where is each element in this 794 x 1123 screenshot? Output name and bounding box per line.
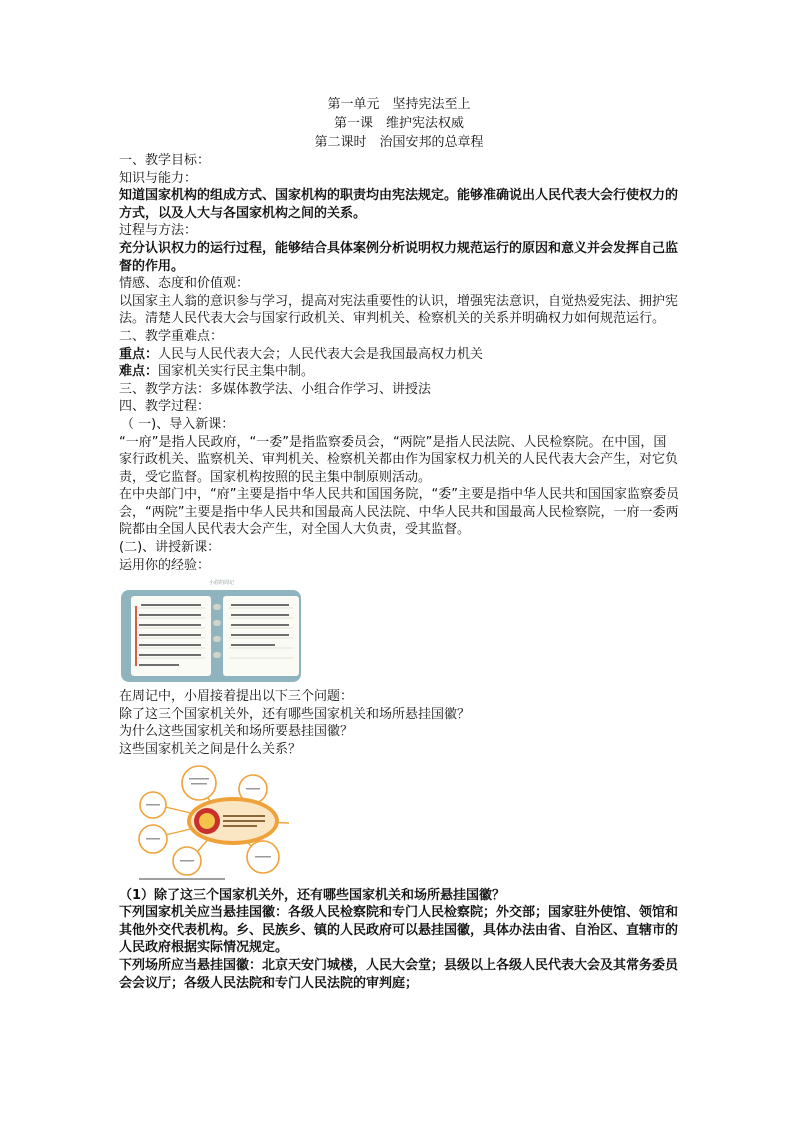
diary-notebook-image [119, 576, 303, 686]
question-1: 除了这三个国家机关外，还有哪些国家机关和场所悬挂国徽？ [119, 706, 471, 722]
diary-illustration [119, 576, 303, 686]
experience-label: 运用你的经验： [119, 557, 211, 573]
intro-heading: （ 一)、导入新课： [121, 416, 235, 432]
answer-title: （1）除了这三个国家机关外，还有哪些国家机关和场所悬挂国徽？ [119, 887, 506, 903]
values-text: 以国家主人翁的意识参与学习，提高对宪法重要性的认识，增强宪法意识，自觉热爱宪法、拥护宪法。清楚人民代表大会与国家行政机关、审判机关、检察机关的关系并明确权力如何规范运行。 [119, 293, 679, 327]
method-label: 过程与方法： [119, 223, 198, 239]
diary-title: 小眉的周记 [209, 580, 235, 587]
answer-paragraph-2: 下列场所应当悬挂国徽：北京天安门城楼，人民大会堂；县级以上各级人民代表大会及其常务委员会会议厅；各级人民法院和专门人民法院的审判庭； [119, 958, 679, 991]
intro-paragraph-2: 在中央部门中，“府”主要是指中华人民共和国国务院，“委”主要是指中华人民共和国国家监察委员会，“两院”主要是指中华人民共和国最高人民法院、中华人民共和国最高人民检察院，一府一委两院都由全国人民代表大会产生，对全国人大负责，受其监督。 [119, 487, 679, 538]
knowledge-label: 知识与能力： [119, 170, 198, 186]
key-point-label: 重点： [119, 346, 159, 362]
period-title: 第二课时 治国安邦的总章程 [314, 135, 484, 150]
question-2: 为什么这些国家机关和场所要悬挂国徽？ [119, 724, 354, 740]
difficult-point-text: 国家机关实行民主集中制。 [158, 364, 315, 380]
intro-paragraph-1: “一府”是指人民政府，“一委”是指监察委员会，“两院”是指人民法院、人民检察院。在中国，国家行政机关、监察机关、审判机关、检察机关都由作为国家权力机关的人民代表大会产生，对它负责，受它监督。国家机构按照的民主集中制原则活动。 [119, 434, 679, 485]
emblem-mindmap-image [129, 763, 315, 883]
difficult-point-label: 难点： [119, 364, 159, 380]
values-label: 情感、态度和价值观： [119, 276, 250, 292]
method-text: 充分认识权力的运行过程，能够结合具体案例分析说明权力规范运行的原因和意义并会发挥自己监督的作用。 [119, 240, 679, 274]
lesson-title: 第一课 维护宪法权威 [333, 116, 464, 131]
key-point [119, 346, 679, 364]
unit-title: 第一单元 坚持宪法至上 [327, 97, 471, 112]
question-3: 这些国家机关之间是什么关系？ [119, 742, 302, 758]
knowledge-text: 知道国家机构的组成方式、国家机构的职责均由宪法规定。能够准确说出人民代表大会行使权力的方式，以及人大与各国家机构之间的关系。 [119, 188, 679, 221]
emblem-mindmap-illustration [129, 763, 315, 883]
answer-paragraph-1: 下列国家机关应当悬挂国徽：各级人民检察院和专门人民检察院；外交部；国家驻外使馆、领馆和其他外交代表机构。乡、民族乡、镇的人民政府可以悬挂国徽，具体办法由省、自治区、直辖市的人民政府根据实际情况规定。 [119, 905, 679, 956]
question-intro: 在周记中，小眉接着提出以下三个问题： [119, 689, 354, 705]
teach-heading: (二)、讲授新课： [119, 540, 221, 556]
section-objectives-heading: 一、教学目标： [119, 153, 211, 168]
key-point-text: 人民与人民代表大会；人民代表大会是我国最高权力机关 [158, 346, 484, 362]
section-keypoints-heading: 二、教学重难点： [119, 328, 224, 344]
document-page [119, 95, 679, 992]
section-process-heading: 四、教学过程： [119, 399, 211, 415]
section-methods: 三、教学方法：多媒体教学法、小组合作学习、讲授法 [119, 381, 432, 397]
difficult-point [119, 363, 679, 381]
